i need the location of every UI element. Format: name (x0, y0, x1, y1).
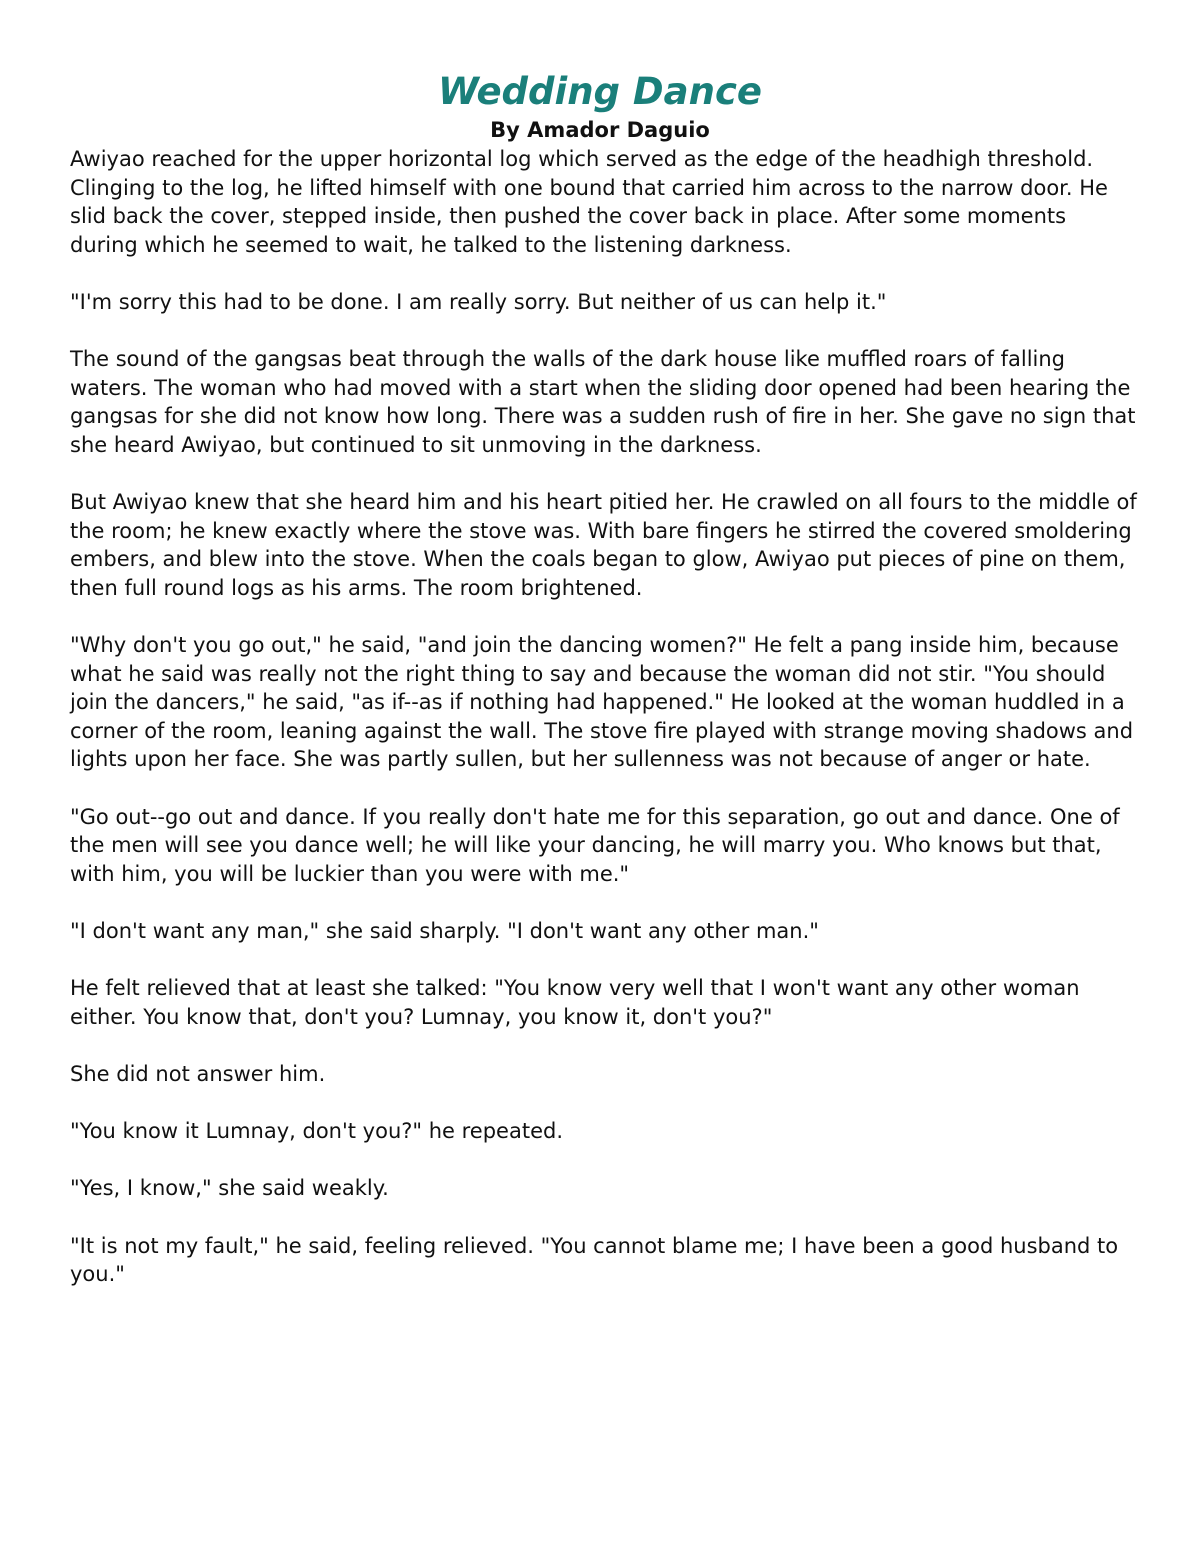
paragraph: "You know it Lumnay, don't you?" he repeated. (70, 1119, 564, 1144)
paragraph: "Why don't you go out," he said, "and join the dancing women?" He felt a pang inside him, because what he said was really not the right thing to say and because the woman did not stir. "You should join the dancers," he said, "as if--as if nothing had happened." He looked at the woman huddled in a corner of the room, leaning against the wall. The stove fire played with strange moving shadows and lights upon her face. She was partly sullen, but her sullenness was not because of anger or hate. (70, 633, 1134, 772)
paragraph: "Go out--go out and dance. If you really don't hate me for this separation, go out and dance. One of the men will see you dance well; he will like your dancing, he will marry you. Who knows but that, with him, you will be luckier than you were with me." (70, 804, 1120, 886)
paragraph: She did not answer him. (70, 1062, 326, 1086)
paragraph: "Yes, I know," she said weakly. (70, 1176, 389, 1201)
paragraph: But Awiyao knew that she heard him and his heart pitied her. He crawled on all fours to the middle of the room; he knew exactly where the stove was. With bare fingers he stirred the covered smoldering embers, and blew into the stove. When the coals began to glow, Awiyao put pieces of pine on them, then full round logs as his arms. The room brightened. (70, 490, 1137, 600)
paragraph: "It is not my fault," he said, feeling relieved. "You cannot blame me; I have been a good husband to you." (70, 1233, 1119, 1287)
document-title: Wedding Dance (438, 70, 762, 113)
paragraph: The sound of the gangsas beat through the walls of the dark house like muffled roars of falling waters. The woman who had moved with a start when the sliding door opened had been hearing the gangsas for she did not know how long. There was a sudden rush of fire in her. She gave no sign that she heard Awiyao, but continued to sit unmoving in the darkness. (70, 347, 1136, 457)
paragraph: "I'm sorry this had to be done. I am really sorry. But neither of us can help it." (70, 289, 887, 314)
paragraph: "I don't want any man," she said sharply. "I don't want any other man." (70, 919, 819, 944)
document-author: By Amador Daguio (490, 118, 710, 142)
document-body (70, 145, 1140, 1289)
paragraph: He felt relieved that at least she talked: "You know very well that I won't want any other woman either. You know that, don't you? Lumnay, you know it, don't you?" (70, 976, 1080, 1029)
paragraph: Awiyao reached for the upper horizontal log which served as the edge of the headhigh threshold. Clinging to the log, he lifted himself with one bound that carried him across to the narrow door. He slid back the cover, stepped inside, then pushed the cover back in place. After some moments during which he seemed to wait, he talked to the listening darkness. (70, 147, 1108, 257)
